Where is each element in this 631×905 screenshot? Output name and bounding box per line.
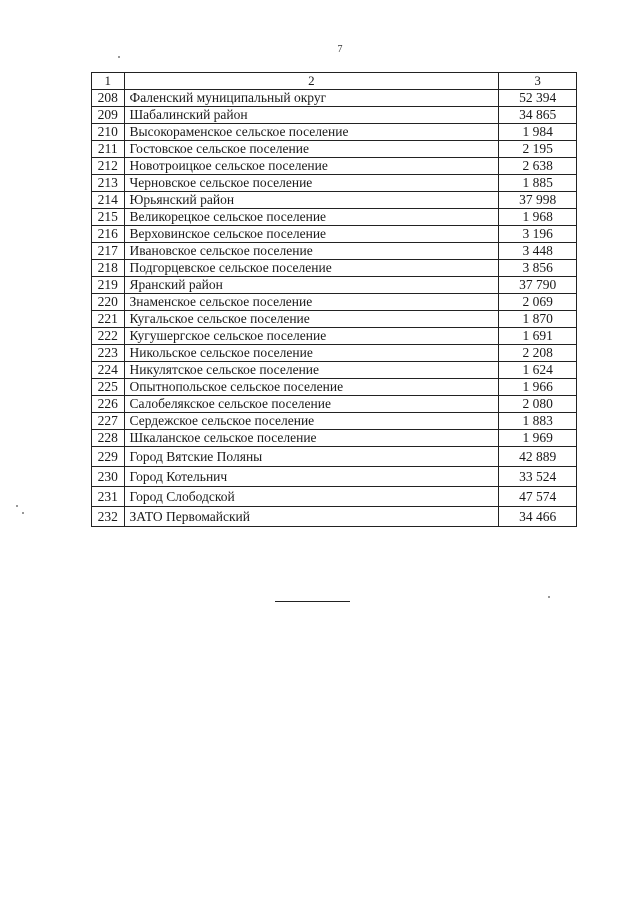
column-header-value: 3 — [499, 73, 577, 90]
row-number-cell: 210 — [92, 124, 125, 141]
row-name-cell: Кугушергское сельское поселение — [124, 328, 499, 345]
table-row — [92, 141, 577, 158]
row-name-cell: Ивановское сельское поселение — [124, 243, 499, 260]
end-of-table-rule — [275, 601, 350, 602]
row-number-cell: 225 — [92, 379, 125, 396]
row-value-cell: 52 394 — [499, 90, 577, 107]
row-number-cell: 232 — [92, 507, 125, 527]
table-row — [92, 447, 577, 467]
row-number-cell: 228 — [92, 430, 125, 447]
row-number-cell: 227 — [92, 413, 125, 430]
row-value-cell: 2 080 — [499, 396, 577, 413]
row-number-cell: 209 — [92, 107, 125, 124]
row-number-cell: 216 — [92, 226, 125, 243]
row-name-cell: Город Котельнич — [124, 467, 499, 487]
row-name-cell: Яранский район — [124, 277, 499, 294]
row-name-cell: Салобелякское сельское поселение — [124, 396, 499, 413]
row-name-cell: Шкаланское сельское поселение — [124, 430, 499, 447]
scan-speck — [16, 505, 18, 507]
row-name-cell: Новотроицкое сельское поселение — [124, 158, 499, 175]
row-name-cell: Высокораменское сельское поселение — [124, 124, 499, 141]
row-number-cell: 218 — [92, 260, 125, 277]
table-row — [92, 328, 577, 345]
row-number-cell: 215 — [92, 209, 125, 226]
row-value-cell: 1 968 — [499, 209, 577, 226]
row-name-cell: Город Вятские Поляны — [124, 447, 499, 467]
column-header-name: 2 — [124, 73, 499, 90]
scan-speck — [22, 512, 24, 514]
row-value-cell: 33 524 — [499, 467, 577, 487]
table-row — [92, 277, 577, 294]
row-number-cell: 212 — [92, 158, 125, 175]
data-table — [91, 72, 577, 527]
table-row — [92, 158, 577, 175]
row-number-cell: 231 — [92, 487, 125, 507]
row-name-cell: Подгорцевское сельское поселение — [124, 260, 499, 277]
row-value-cell: 2 638 — [499, 158, 577, 175]
scan-speck — [548, 596, 550, 598]
table-row — [92, 175, 577, 192]
row-value-cell: 1 624 — [499, 362, 577, 379]
row-name-cell: Знаменское сельское поселение — [124, 294, 499, 311]
table-row — [92, 362, 577, 379]
table-row — [92, 90, 577, 107]
row-name-cell: Верховинское сельское поселение — [124, 226, 499, 243]
table-row — [92, 124, 577, 141]
row-number-cell: 217 — [92, 243, 125, 260]
row-value-cell: 34 466 — [499, 507, 577, 527]
row-value-cell: 3 448 — [499, 243, 577, 260]
row-value-cell: 37 998 — [499, 192, 577, 209]
table-row — [92, 294, 577, 311]
row-number-cell: 224 — [92, 362, 125, 379]
row-name-cell: Никольское сельское поселение — [124, 345, 499, 362]
table-row — [92, 226, 577, 243]
row-number-cell: 223 — [92, 345, 125, 362]
row-value-cell: 47 574 — [499, 487, 577, 507]
table-row — [92, 345, 577, 362]
table-row — [92, 311, 577, 328]
table-row — [92, 413, 577, 430]
row-value-cell: 1 885 — [499, 175, 577, 192]
row-name-cell: Никулятское сельское поселение — [124, 362, 499, 379]
row-name-cell: ЗАТО Первомайский — [124, 507, 499, 527]
row-value-cell: 37 790 — [499, 277, 577, 294]
table-row — [92, 243, 577, 260]
row-number-cell: 222 — [92, 328, 125, 345]
row-value-cell: 3 856 — [499, 260, 577, 277]
row-value-cell: 1 984 — [499, 124, 577, 141]
row-name-cell: Гостовское сельское поселение — [124, 141, 499, 158]
row-name-cell: Шабалинский район — [124, 107, 499, 124]
row-number-cell: 230 — [92, 467, 125, 487]
row-name-cell: Сердежское сельское поселение — [124, 413, 499, 430]
row-number-cell: 226 — [92, 396, 125, 413]
table-row — [92, 467, 577, 487]
row-number-cell: 211 — [92, 141, 125, 158]
row-number-cell: 213 — [92, 175, 125, 192]
row-name-cell: Черновское сельское поселение — [124, 175, 499, 192]
table-row — [92, 396, 577, 413]
row-number-cell: 208 — [92, 90, 125, 107]
row-value-cell: 1 691 — [499, 328, 577, 345]
row-number-cell: 221 — [92, 311, 125, 328]
row-value-cell: 42 889 — [499, 447, 577, 467]
row-name-cell: Фаленский муниципальный округ — [124, 90, 499, 107]
row-number-cell: 219 — [92, 277, 125, 294]
row-name-cell: Опытнопольское сельское поселение — [124, 379, 499, 396]
table-row — [92, 209, 577, 226]
table-header-row — [92, 73, 577, 90]
row-name-cell: Великорецкое сельское поселение — [124, 209, 499, 226]
table-row — [92, 192, 577, 209]
table-row — [92, 107, 577, 124]
row-value-cell: 1 966 — [499, 379, 577, 396]
column-header-number: 1 — [92, 73, 125, 90]
page-number: 7 — [337, 44, 343, 55]
row-value-cell: 1 870 — [499, 311, 577, 328]
row-value-cell: 2 208 — [499, 345, 577, 362]
row-name-cell: Кугальское сельское поселение — [124, 311, 499, 328]
row-name-cell: Юрьянский район — [124, 192, 499, 209]
row-value-cell: 3 196 — [499, 226, 577, 243]
row-number-cell: 229 — [92, 447, 125, 467]
row-number-cell: 220 — [92, 294, 125, 311]
table-row — [92, 379, 577, 396]
row-number-cell: 214 — [92, 192, 125, 209]
row-value-cell: 2 069 — [499, 294, 577, 311]
row-value-cell: 1 883 — [499, 413, 577, 430]
row-value-cell: 1 969 — [499, 430, 577, 447]
row-value-cell: 34 865 — [499, 107, 577, 124]
table-row — [92, 430, 577, 447]
table-row — [92, 487, 577, 507]
row-name-cell: Город Слободской — [124, 487, 499, 507]
scan-speck — [118, 56, 120, 58]
row-value-cell: 2 195 — [499, 141, 577, 158]
table-body — [92, 73, 577, 527]
table-row — [92, 507, 577, 527]
table-row — [92, 260, 577, 277]
